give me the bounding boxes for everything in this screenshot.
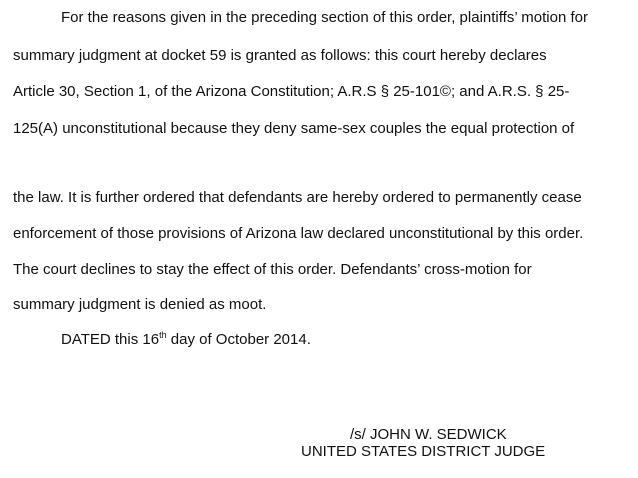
signature-name: /s/ JOHN W. SEDWICK bbox=[350, 426, 507, 443]
order-line-1: For the reasons given in the preceding section of this order, plaintiffs’ motion for bbox=[61, 9, 588, 26]
dated-line bbox=[61, 331, 311, 350]
order-line-7: The court declines to stay the effect of this order. Defendants’ cross-motion for bbox=[13, 261, 532, 278]
order-line-5: the law. It is further ordered that defendants are hereby ordered to permanently cease bbox=[13, 189, 582, 206]
order-line-2: summary judgment at docket 59 is granted as follows: this court hereby declares bbox=[13, 47, 547, 64]
order-line-6: enforcement of those provisions of Arizona law declared unconstitutional by this order. bbox=[13, 225, 584, 242]
dated-superscript: th bbox=[159, 330, 167, 340]
signature-title: UNITED STATES DISTRICT JUDGE bbox=[301, 443, 546, 460]
order-line-4: 125(A) unconstitutional because they deny same-sex couples the equal protection of bbox=[13, 120, 575, 137]
dated-prefix: DATED this 16 bbox=[61, 331, 160, 348]
order-line-3: Article 30, Section 1, of the Arizona Constitution; A.R.S § 25-101©; and A.R.S. § 25- bbox=[13, 83, 570, 100]
order-line-8: summary judgment is denied as moot. bbox=[13, 296, 267, 313]
dated-suffix: day of October 2014. bbox=[166, 331, 311, 348]
